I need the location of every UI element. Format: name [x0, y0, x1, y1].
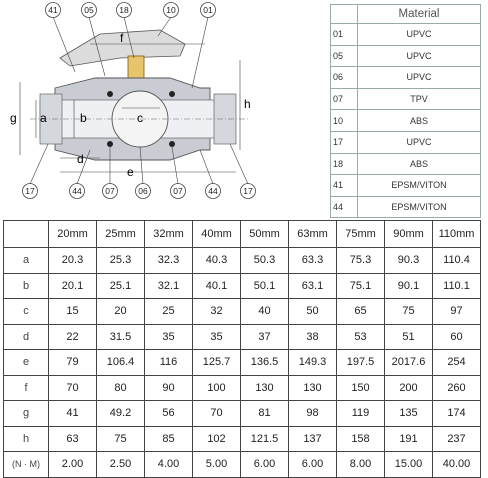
dimension-row-label: b — [4, 273, 49, 299]
dimension-cell: 51 — [385, 324, 433, 350]
dim-e-label: e — [127, 165, 134, 179]
dimension-row — [4, 401, 481, 427]
material-row — [331, 24, 481, 46]
material-row — [331, 110, 481, 132]
dimension-cell: 25.3 — [97, 248, 145, 274]
dimension-cell: 90.3 — [385, 248, 433, 274]
callout-01: 01 — [203, 5, 213, 15]
dimension-cell: 41 — [49, 401, 97, 427]
dimension-row-label: g — [4, 401, 49, 427]
dimension-cell: 31.5 — [97, 324, 145, 350]
dimension-row — [4, 273, 481, 299]
material-code: 05 — [331, 45, 358, 67]
callout-05: 05 — [84, 5, 94, 15]
callout-07-right: 07 — [173, 186, 183, 196]
material-name: ABS — [358, 153, 481, 175]
dimension-cell: 49.2 — [97, 401, 145, 427]
seal-ring — [107, 141, 113, 147]
material-name: UPVC — [358, 67, 481, 89]
dimension-cell: 15 — [49, 299, 97, 325]
size-column-header: 75mm — [337, 221, 385, 248]
material-row — [331, 67, 481, 89]
dimension-cell: 32.3 — [145, 248, 193, 274]
size-column-header: 40mm — [193, 221, 241, 248]
dimension-cell: 6.00 — [241, 452, 289, 478]
material-code-header — [331, 5, 358, 24]
dimension-cell: 60 — [433, 324, 481, 350]
dimension-cell: 75 — [385, 299, 433, 325]
material-name: UPVC — [358, 24, 481, 46]
material-table-header-row — [331, 5, 481, 24]
dimension-row — [4, 324, 481, 350]
dimension-row-label: e — [4, 350, 49, 376]
dimension-cell: 15.00 — [385, 452, 433, 478]
dimension-cell: 200 — [385, 375, 433, 401]
dimension-cell: 110.4 — [433, 248, 481, 274]
dim-d-label: d — [77, 152, 84, 166]
dimension-cell: 25 — [145, 299, 193, 325]
dimension-cell: 116 — [145, 350, 193, 376]
dimension-cell: 90.1 — [385, 273, 433, 299]
dimension-cell: 65 — [337, 299, 385, 325]
material-code: 41 — [331, 175, 358, 197]
dimension-cell: 4.00 — [145, 452, 193, 478]
dimension-cell: 106.4 — [97, 350, 145, 376]
dimension-cell: 50.1 — [241, 273, 289, 299]
dimension-row-label: c — [4, 299, 49, 325]
dimension-cell: 22 — [49, 324, 97, 350]
dimension-cell: 150 — [337, 375, 385, 401]
callout-44-right: 44 — [208, 186, 218, 196]
dimension-cell: 135 — [385, 401, 433, 427]
dimension-cell: 97 — [433, 299, 481, 325]
size-column-header: 20mm — [49, 221, 97, 248]
dimension-cell: 191 — [385, 426, 433, 452]
material-code: 10 — [331, 110, 358, 132]
dimension-cell: 100 — [193, 375, 241, 401]
dimension-cell: 53 — [337, 324, 385, 350]
dimension-table-body — [4, 248, 481, 478]
material-row — [331, 153, 481, 175]
size-column-header: 32mm — [145, 221, 193, 248]
dimension-cell: 50 — [289, 299, 337, 325]
callout-07-left: 07 — [105, 186, 115, 196]
size-column-header: 110mm — [433, 221, 481, 248]
callout-44-left: 44 — [72, 186, 82, 196]
dimension-cell: 85 — [145, 426, 193, 452]
dimension-cell: 6.00 — [289, 452, 337, 478]
material-row — [331, 88, 481, 110]
dimension-cell: 32.1 — [145, 273, 193, 299]
dimension-cell: 63.1 — [289, 273, 337, 299]
dimension-cell: 254 — [433, 350, 481, 376]
size-column-header: 90mm — [385, 221, 433, 248]
dimension-cell: 70 — [49, 375, 97, 401]
dimension-cell: 32 — [193, 299, 241, 325]
size-column-header: 25mm — [97, 221, 145, 248]
material-name: ABS — [358, 110, 481, 132]
callout-17-left: 17 — [25, 186, 35, 196]
material-name: UPVC — [358, 45, 481, 67]
dimension-row-label: a — [4, 248, 49, 274]
dimension-cell: 158 — [337, 426, 385, 452]
material-code: 06 — [331, 67, 358, 89]
dimension-cell: 119 — [337, 401, 385, 427]
material-name: EPSM/VITON — [358, 196, 481, 218]
dimension-row-label: d — [4, 324, 49, 350]
dimension-cell: 40 — [241, 299, 289, 325]
dimension-row-label: (N · M) — [4, 452, 49, 478]
material-header: Material — [358, 5, 481, 24]
dimension-cell: 75.3 — [337, 248, 385, 274]
material-code: 17 — [331, 131, 358, 153]
dim-g-label: g — [10, 111, 17, 125]
dimension-cell: 37 — [241, 324, 289, 350]
dimension-cell: 2.00 — [49, 452, 97, 478]
dimension-table — [3, 220, 481, 478]
material-code: 44 — [331, 196, 358, 218]
dimension-row — [4, 350, 481, 376]
dimension-row — [4, 299, 481, 325]
dimension-cell: 70 — [193, 401, 241, 427]
dimension-cell: 197.5 — [337, 350, 385, 376]
dimension-row — [4, 426, 481, 452]
dimension-cell: 130 — [241, 375, 289, 401]
dimension-cell: 237 — [433, 426, 481, 452]
material-table — [330, 4, 481, 218]
dimension-cell: 40.1 — [193, 273, 241, 299]
dimension-cell: 81 — [241, 401, 289, 427]
dimension-cell: 56 — [145, 401, 193, 427]
dimension-cell: 149.3 — [289, 350, 337, 376]
dimension-header-row — [4, 221, 481, 248]
dimension-cell: 75.1 — [337, 273, 385, 299]
dimension-row-label: f — [4, 375, 49, 401]
dimension-cell: 98 — [289, 401, 337, 427]
dimension-cell: 5.00 — [193, 452, 241, 478]
dimension-cell: 8.00 — [337, 452, 385, 478]
dimension-cell: 121.5 — [241, 426, 289, 452]
dimension-cell: 130 — [289, 375, 337, 401]
dimension-cell: 40.3 — [193, 248, 241, 274]
material-row — [331, 196, 481, 218]
dimension-row — [4, 248, 481, 274]
material-code: 01 — [331, 24, 358, 46]
dimension-cell: 2017.6 — [385, 350, 433, 376]
dimension-cell: 25.1 — [97, 273, 145, 299]
dimension-cell: 110.1 — [433, 273, 481, 299]
callout-41: 41 — [48, 5, 58, 15]
material-row — [331, 131, 481, 153]
dimension-cell: 40.00 — [433, 452, 481, 478]
material-name: EPSM/VITON — [358, 175, 481, 197]
dimension-cell: 75 — [97, 426, 145, 452]
dimension-row-label: h — [4, 426, 49, 452]
material-row — [331, 45, 481, 67]
size-column-header: 63mm — [289, 221, 337, 248]
material-row — [331, 175, 481, 197]
dimension-cell: 137 — [289, 426, 337, 452]
dimension-row — [4, 375, 481, 401]
dim-b-label: b — [80, 111, 87, 125]
dimension-corner-cell — [4, 221, 49, 248]
callout-06: 06 — [138, 186, 148, 196]
dimension-cell: 63 — [49, 426, 97, 452]
dimension-cell: 20.1 — [49, 273, 97, 299]
dimension-cell: 2.50 — [97, 452, 145, 478]
dimension-cell: 20 — [97, 299, 145, 325]
dimension-cell: 80 — [97, 375, 145, 401]
dimension-cell: 20.3 — [49, 248, 97, 274]
material-name: TPV — [358, 88, 481, 110]
dimension-cell: 38 — [289, 324, 337, 350]
material-code: 07 — [331, 88, 358, 110]
callout-10: 10 — [166, 5, 176, 15]
dim-f-label: f — [120, 31, 124, 45]
dimension-cell: 102 — [193, 426, 241, 452]
ball-valve-drawing — [0, 0, 330, 210]
dimension-cell: 79 — [49, 350, 97, 376]
dimension-cell: 174 — [433, 401, 481, 427]
dim-c-label: c — [137, 111, 143, 125]
dimension-cell: 125.7 — [193, 350, 241, 376]
dimension-cell: 35 — [145, 324, 193, 350]
callout-17-right: 17 — [243, 186, 253, 196]
size-column-header: 50mm — [241, 221, 289, 248]
dim-h-label: h — [244, 97, 251, 111]
material-name: UPVC — [358, 131, 481, 153]
dimension-cell: 260 — [433, 375, 481, 401]
material-code: 18 — [331, 153, 358, 175]
dimension-row — [4, 452, 481, 478]
dimension-cell: 35 — [193, 324, 241, 350]
callout-18: 18 — [119, 5, 129, 15]
dimension-cell: 50.3 — [241, 248, 289, 274]
dimension-cell: 63.3 — [289, 248, 337, 274]
dimension-cell: 90 — [145, 375, 193, 401]
dimension-cell: 136.5 — [241, 350, 289, 376]
dim-a-label: a — [40, 111, 47, 125]
